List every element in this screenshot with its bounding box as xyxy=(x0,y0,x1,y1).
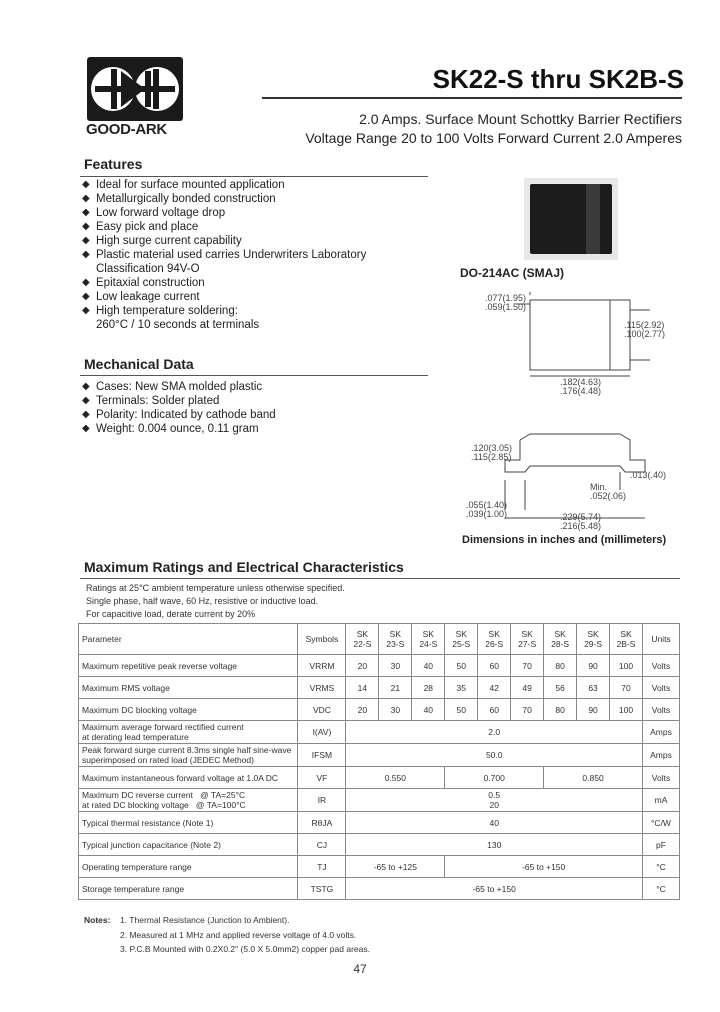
brand-name: GOOD-ARK xyxy=(86,121,167,138)
header-part: SK 26-S xyxy=(478,624,511,655)
list-item: ◆ High temperature soldering: 260°C / 10 seconds at terminals xyxy=(82,305,260,331)
diode-logo-icon xyxy=(87,57,183,121)
header-parameter: Parameter xyxy=(79,624,298,655)
footnote-2: 2. Measured at 1 MHz and applied reverse voltage of 4.0 volts. xyxy=(120,930,357,940)
table-row: Operating temperature range TJ -65 to +125 -65 to +150 °C xyxy=(79,856,680,878)
dim-label: .077(1.95) xyxy=(485,293,527,303)
table-header-row xyxy=(79,624,680,655)
dim-label: .055(1.40) xyxy=(466,500,508,510)
mechanical-list xyxy=(82,380,422,436)
dim-label: .229(5.74) xyxy=(560,512,602,522)
header-part: SK 24-S xyxy=(412,624,445,655)
ratings-heading: Maximum Ratings and Electrical Characteristics xyxy=(84,559,404,575)
table-row: Maximum instantaneous forward voltage at 1.0A DC VF 0.550 0.700 0.850 Volts xyxy=(79,767,680,789)
footnote-1: 1. Thermal Resistance (Junction to Ambient). xyxy=(120,915,290,925)
rating-note: Ratings at 25°C ambient temperature unless otherwise specified. xyxy=(86,583,345,593)
header-part: SK 22-S xyxy=(346,624,379,655)
page-title: SK22-S thru SK2B-S xyxy=(432,64,684,94)
features-heading: Features xyxy=(84,156,143,172)
list-item: ◆ High surge current capability xyxy=(82,235,242,247)
header-part: SK 23-S xyxy=(379,624,412,655)
table-row: Typical thermal resistance (Note 1) RθJA 40 °C/W xyxy=(79,812,680,834)
rating-note: For capacitive load, derate current by 20% xyxy=(86,609,256,619)
list-item: ◆ Low leakage current xyxy=(82,291,200,303)
page-number: 47 xyxy=(353,962,367,976)
dim-label: .013(.40) xyxy=(630,470,667,480)
mechanical-heading: Mechanical Data xyxy=(84,356,194,372)
features-list xyxy=(82,178,442,332)
smd-package-icon xyxy=(524,178,618,260)
rating-note: Single phase, half wave, 60 Hz, resistive or inductive load. xyxy=(86,596,319,606)
list-item: ◆ Low forward voltage drop xyxy=(82,207,226,219)
header-part: SK 27-S xyxy=(511,624,544,655)
header-units: Units xyxy=(643,624,680,655)
brand-logo xyxy=(87,57,183,121)
table-row: Maximum average forward rectified current at derating lead temperature I(AV) 2.0 Amps xyxy=(79,721,680,744)
dim-label: Min. xyxy=(590,482,608,492)
dim-label: .182(4.63) xyxy=(560,377,602,387)
list-item: ◆ Easy pick and place xyxy=(82,221,199,233)
table-row: Maximum DC blocking voltage VDC 20 30 40 50 60 70 80 90 100 Volts xyxy=(79,699,680,721)
table-row: Typical junction capacitance (Note 2) CJ 130 pF xyxy=(79,834,680,856)
title-divider xyxy=(262,97,682,99)
mechanical-divider xyxy=(80,375,428,376)
dim-label: .052(.06) xyxy=(590,491,627,501)
subtitle-line2: Voltage Range 20 to 100 Volts Forward Current 2.0 Amperes xyxy=(305,130,682,146)
list-item: ◆ Metallurgically bonded construction xyxy=(82,193,276,205)
list-item: ◆ Epitaxial construction xyxy=(82,277,205,289)
header-part: SK 29-S xyxy=(577,624,610,655)
dim-label: .059(1.50) xyxy=(485,302,527,312)
table-row: Maximum repetitive peak reverse voltage VRRM 20 30 40 50 60 70 80 90 100 Volts xyxy=(79,655,680,677)
list-item: ◆ Terminals: Solder plated xyxy=(82,395,220,407)
dim-label: .100(2.77) xyxy=(624,329,666,339)
table-row: Maximum DC reverse current @ TA=25°C at rated DC blocking voltage @ TA=100°C IR 0.5 20 mA xyxy=(79,789,680,812)
header-part: SK 2B-S xyxy=(610,624,643,655)
list-item: ◆ Cases: New SMA molded plastic xyxy=(82,381,263,393)
dim-label: .120(3.05) xyxy=(471,443,513,453)
list-item: ◆ Weight: 0.004 ounce, 0.11 gram xyxy=(82,423,259,435)
header-part: SK 28-S xyxy=(544,624,577,655)
list-item: ◆ Ideal for surface mounted application xyxy=(82,179,285,191)
dim-label: .176(4.48) xyxy=(560,386,602,396)
package-label: DO-214AC (SMAJ) xyxy=(460,266,565,280)
table-row: Peak forward surge current 8.3ms single half sine-wave superimposed on rated load (JEDEC Method) IFSM 50.0 Amps xyxy=(79,744,680,767)
list-item: ◆ Polarity: Indicated by cathode band xyxy=(82,409,276,421)
footnote-3: 3. P.C.B Mounted with 0.2X0.2" (5.0 X 5.0mm2) copper pad areas. xyxy=(120,944,370,954)
dim-label: .115(2.92) xyxy=(624,320,665,330)
ratings-notes xyxy=(86,582,345,621)
subtitle-line1: 2.0 Amps. Surface Mount Schottky Barrier Rectifiers xyxy=(359,111,682,127)
notes-label: Notes: xyxy=(84,915,111,925)
dimensions-caption: Dimensions in inches and (millimeters) xyxy=(462,534,667,546)
package-photo xyxy=(524,178,618,260)
header-symbols: Symbols xyxy=(298,624,346,655)
list-item: ◆ Plastic material used carries Underwriters Laboratory Classification 94V-O xyxy=(82,249,367,275)
table-row: Maximum RMS voltage VRMS 14 21 28 35 42 49 56 63 70 Volts xyxy=(79,677,680,699)
ratings-divider xyxy=(80,578,680,579)
features-divider xyxy=(80,176,428,177)
dim-label: .039(1.00) xyxy=(466,509,508,519)
dim-label: .216(5.48) xyxy=(560,521,602,531)
table-row: Storage temperature range TSTG -65 to +150 °C xyxy=(79,878,680,900)
dim-label: .115(2.85) xyxy=(471,452,512,462)
ratings-table xyxy=(78,623,680,900)
header-part: SK 25-S xyxy=(445,624,478,655)
